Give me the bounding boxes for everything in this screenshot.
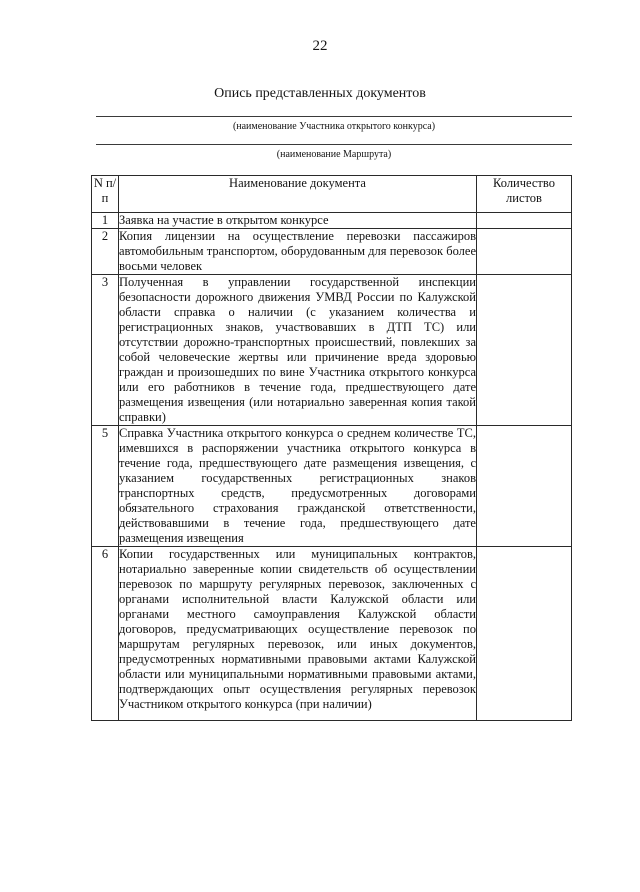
header-number: N п/п (92, 176, 119, 213)
row-sheet-count (477, 213, 572, 229)
row-number: 3 (92, 275, 119, 426)
row-sheet-count (477, 275, 572, 426)
header-sheet-count: Количество листов (477, 176, 572, 213)
table-row (92, 275, 572, 426)
row-sheet-count (477, 229, 572, 275)
row-sheet-count (477, 426, 572, 547)
row-document-name: Справка Участника открытого конкурса о среднем количестве ТС, имевшихся в распоряжении участника открытого конкурса в течение года, предшествующего дате размещения извещения, с указанием государственных регистрационных знаков транспортных средств, предусмотренных договорами обязательного страхования гражданской ответственности, действовавшими в течение года, предшествующего дате размещения извещения (119, 426, 476, 545)
row-number: 1 (92, 213, 119, 229)
row-sheet-count (477, 547, 572, 721)
header-document-name: Наименование документа (119, 176, 477, 213)
row-number: 5 (92, 426, 119, 547)
row-document-name: Копии государственных или муниципальных контрактов, нотариально заверенные копии свидетельств об осуществлении перевозок по маршруту регулярных перевозок, заключенных с органами исполнительной власти Калужской области или органами местного самоуправления Калужской области договоров, предусматривающих осуществление перевозок по маршрутам регулярных перевозок, или иных документов, предусмотренных нормативными правовыми актами Калужской области или муниципальными нормативными правовыми актами, подтверждающих опыт осуществления регулярных перевозок Участником открытого конкурса (при наличии) (119, 547, 477, 721)
table-header-row (92, 176, 572, 213)
documents-table (91, 175, 572, 721)
row-number: 2 (92, 229, 119, 275)
participant-caption: (наименование Участника открытого конкурса) (232, 121, 436, 132)
document-title: Опись представленных документов (214, 86, 426, 101)
table-row (92, 426, 572, 547)
route-fill-line (96, 144, 572, 145)
table-row (92, 213, 572, 229)
table-row (92, 547, 572, 721)
row-document-name: Полученная в управлении государственной инспекции безопасности дорожного движения УМВД России по Калужской области справка о наличии (с указанием количества и регистрационных знаков, участвовавших в ДТП ТС) или отсутствии дорожно-транспортных происшествий, повлекших за собой человеческие жертвы или причинение вреда здоровью граждан и произошедших по вине Участника открытого конкурса или его работников в течение года, предшествующего дате размещения извещения (или нотариально заверенная копия такой справки) (119, 275, 476, 424)
row-number: 6 (92, 547, 119, 721)
page-number: 22 (312, 38, 328, 54)
row-document-name: Заявка на участие в открытом конкурсе (119, 213, 477, 229)
route-caption: (наименование Маршрута) (276, 149, 392, 160)
participant-fill-line (96, 116, 572, 117)
table-row (92, 229, 572, 275)
row-document-name: Копия лицензии на осуществление перевозки пассажиров автомобильным транспортом, оборудованным для перевозок более восьми человек (119, 229, 476, 273)
